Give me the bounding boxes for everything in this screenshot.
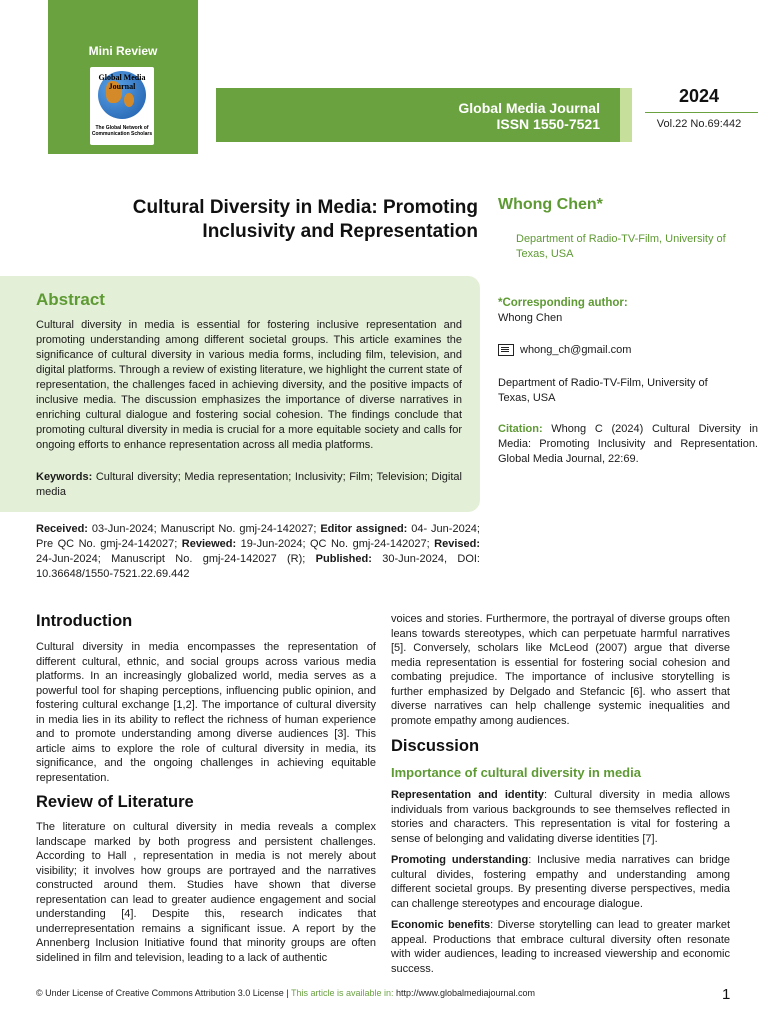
- footer: © Under License of Creative Commons Attribution 3.0 License | This article is available in: http://www.globalmediajournal.com: [36, 988, 536, 998]
- paragraph-representation: Representation and identity: Cultural diversity in media allows individuals from various backgrounds to see themselves reflected in stories and characters. This representation is vital for fostering a sense of belonging and validating diverse identities [7].: [391, 789, 731, 845]
- journal-logo: [90, 67, 154, 145]
- logo-text: Global Media Journal: [98, 73, 146, 91]
- corresponding-name: Whong Chen: [498, 312, 563, 324]
- volume-info: Vol.22 No.69:442: [656, 118, 742, 130]
- author-name: Whong Chen*: [498, 196, 603, 213]
- introduction-text: Cultural diversity in media encompasses the representation of different cultural, ethnic, and social groups across various media platforms. In an increasingly globalized world, media serves as a powerful tool for shaping perceptions, influencing public opinion, and fostering cultural exchange [1,2]. The importance of cultural diversity in media lies in its ability to reflect the richness of human experience and to promote understanding among diverse audiences [3]. This article aims to explore the role of cultural diversity in media, its significance, and the ongoing challenges in achieving equitable representation.: [36, 641, 376, 784]
- citation: Citation: Whong C (2024) Cultural Diversity in Media: Promoting Inclusivity and Representation. Global Media Journal, 22:69.: [498, 423, 758, 465]
- paragraph-economic: Economic benefits: Diverse storytelling can lead to greater market appeal. Productions that embrace cultural diversity often resonate with wider audiences, leading to increased viewership and economic success.: [391, 919, 730, 975]
- manuscript-dates: Received: 03-Jun-2024; Manuscript No. gmj-24-142027; Editor assigned: 04- Jun-2024; Pre QC No. gmj-24-142027; Reviewed: 19-Jun-2024; QC No. gmj-24-142027; Revised: 24-Jun-2024; Manuscript No. gmj-24-142027 (R); Published: 30-Jun-2024, DOI: 10.36648/1550-7521.22.69.442: [36, 523, 480, 580]
- article-title: Cultural Diversity in Media: Promoting Inclusivity and Representation: [132, 197, 478, 242]
- discussion-heading: Discussion: [391, 737, 480, 755]
- keywords: Keywords: Cultural diversity; Media representation; Inclusivity; Film; Television; Digital media: [36, 471, 462, 498]
- review-heading: Review of Literature: [36, 793, 194, 811]
- email-link[interactable]: whong_ch@gmail.com: [520, 344, 632, 356]
- introduction-heading: Introduction: [36, 612, 133, 630]
- email-row: [498, 344, 631, 356]
- author-affiliation: Department of Radio-TV-Film, University of Texas, USA: [516, 233, 726, 260]
- publication-year: 2024: [678, 86, 720, 106]
- abstract-heading: Abstract: [36, 290, 105, 309]
- journal-name: Global Media Journal: [458, 100, 600, 116]
- divider: [645, 112, 758, 113]
- mail-icon: [498, 344, 514, 356]
- review-text: The literature on cultural diversity in media reveals a complex landscape marked by both progress and persistent challenges. According to Hall , representation in media is not merely about visibility; it involves how groups are portrayed and the narratives constructed around them. Studies have shown that diverse representation can lead to greater audience engagement and social understanding [4]. Despite this, research indicates that underrepresentation remains a significant issue. A report by the Annenberg Inclusion Initiative found that minority groups are often sidelined in film and television, leading to a lack of authentic: [36, 821, 376, 964]
- journal-banner: [216, 88, 620, 142]
- page-number: 1: [722, 986, 731, 1003]
- paragraph-understanding: Promoting understanding: Inclusive media narratives can bridge cultural divides, fostering empathy and understanding among different societal groups. By presenting diverse perspectives, media can challenge stereotypes and encourage dialogue.: [391, 854, 730, 910]
- abstract-text: Cultural diversity in media is essential for fostering inclusive representation and promoting understanding among different societal groups. This article examines the significance of cultural diversity in various media forms, including film, television, and digital platforms. Through a review of existing literature, we highlight the current state of representation, the challenges faced in achieving diversity, and the positive impacts of inclusive media. The discussion emphasizes the importance of diverse narratives in enriching cultural dialogue and fostering social cohesion. The findings conclude that promoting cultural diversity in media is crucial for a more equitable society and calls for ongoing efforts to enhance representation across all media platforms.: [36, 319, 462, 451]
- corresponding-department: Department of Radio-TV-Film, University of Texas, USA: [498, 377, 708, 404]
- review-text-continued: voices and stories. Furthermore, the portrayal of diverse groups often leans towards stereotypes, which can perpetuate harmful narratives [5]. Conversely, scholars like McLeod (2007) argue that diverse media representation is essential for fostering social cohesion and combating prejudice. The importance of inclusive storytelling is further emphasized by Delgado and Stefancic [6]. who assert that diverse narratives can help challenge systemic inequalities and promote empathy among audiences.: [391, 613, 730, 727]
- logo-subtext: The Global Network of Communication Scholars: [91, 125, 153, 137]
- journal-issn: ISSN 1550-7521: [496, 116, 600, 132]
- importance-heading: Importance of cultural diversity in media: [391, 765, 641, 780]
- journal-url-link[interactable]: http://www.globalmediajournal.com: [395, 988, 536, 998]
- article-type-label: Mini Review: [88, 44, 158, 58]
- corresponding-heading: *Corresponding author:: [498, 297, 628, 309]
